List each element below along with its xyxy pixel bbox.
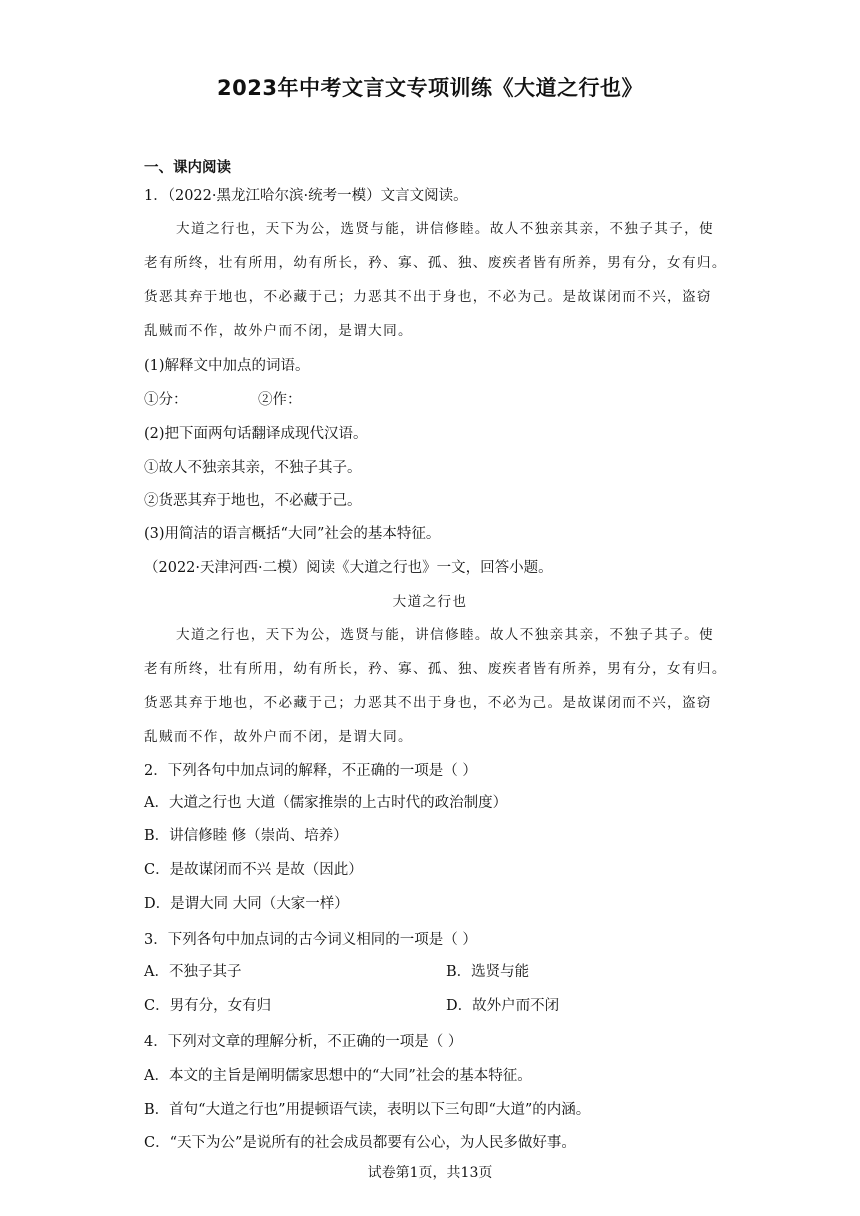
q3-option-d: D．故外户而不闭 — [446, 998, 560, 1014]
q1-subquestion-3: (3)用简洁的语言概括“大同”社会的基本特征。 — [144, 526, 441, 542]
q1-sub1-item-b: ②作： — [258, 392, 302, 408]
question-1-stem: 1．（2022·黑龙江哈尔滨·统考一模）文言文阅读。 — [144, 188, 468, 204]
question-2-stem: 2．下列各句中加点词的解释，不正确的一项是（ ） — [144, 763, 477, 779]
q1-passage-line: 货恶其弃于地也，不必藏于己；力恶其不出于身也，不必为己。是故谋闭而不兴，盗窃 — [144, 289, 712, 305]
q2-option-c: C．是故谋闭而不兴 是故（因此） — [144, 862, 363, 878]
q4-option-b: B．首句“大道之行也”用提顿语气读，表明以下三句即“大道”的内涵。 — [144, 1102, 591, 1118]
group2-intro: （2022·天津河西·二模）阅读《大道之行也》一文，回答小题。 — [144, 560, 553, 576]
q2-option-a: A．大道之行也 大道（儒家推崇的上古时代的政治制度） — [144, 795, 508, 811]
page-footer: 试卷第1页，共13页 — [367, 1165, 493, 1181]
question-4-stem: 4．下列对文章的理解分析，不正确的一项是（ ） — [144, 1034, 463, 1050]
q3-option-c: C．男有分，女有归 — [144, 998, 272, 1014]
q4-option-c: C．“天下为公”是说所有的社会成员都要有公心，为人民多做好事。 — [144, 1135, 576, 1151]
group2-passage-line: 货恶其弃于地也，不必藏于己；力恶其不出于身也，不必为己。是故谋闭而不兴，盗窃 — [144, 695, 712, 711]
q3-option-a: A．不独子其子 — [144, 964, 242, 980]
q2-option-b: B．讲信修睦 修（崇尚、培养） — [144, 828, 348, 844]
q1-sub2-item-b: ②货恶其弃于地也，不必藏于己。 — [144, 493, 362, 509]
page-title: 2023年中考文言文专项训练《大道之行也》 — [217, 76, 643, 100]
group2-passage-line: 老有所终，壮有所用，幼有所长，矜、寡、孤、独、废疾者皆有所养，男有分，女有归。 — [144, 661, 727, 677]
q1-sub2-item-a: ①故人不独亲其亲，不独子其子。 — [144, 460, 362, 476]
q1-subquestion-1: (1)解释文中加点的词语。 — [144, 358, 310, 374]
section-heading: 一、课内阅读 — [144, 160, 231, 176]
q1-passage-line: 大道之行也，天下为公，选贤与能，讲信修睦。故人不独亲其亲，不独子其子，使 — [176, 221, 714, 237]
group2-passage-line: 大道之行也，天下为公，选贤与能，讲信修睦。故人不独亲其亲，不独子其子。使 — [176, 627, 714, 643]
group2-passage-line: 乱贼而不作，故外户而不闭，是谓大同。 — [144, 729, 413, 745]
q1-subquestion-2: (2)把下面两句话翻译成现代汉语。 — [144, 426, 368, 442]
question-3-stem: 3．下列各句中加点词的古今词义相同的一项是（ ） — [144, 932, 477, 948]
q2-option-d: D．是谓大同 大同（大家一样） — [144, 896, 349, 912]
q1-sub1-item-a: ①分： — [144, 392, 188, 408]
passage-title: 大道之行也 — [392, 594, 468, 610]
q4-option-a: A．本文的主旨是阐明儒家思想中的“大同”社会的基本特征。 — [144, 1068, 532, 1084]
q1-passage-line: 乱贼而不作，故外户而不闭，是谓大同。 — [144, 323, 413, 339]
q1-passage-line: 老有所终，壮有所用，幼有所长，矜、寡、孤、独、废疾者皆有所养，男有分，女有归。 — [144, 255, 727, 271]
q3-option-b: B．选贤与能 — [446, 964, 530, 980]
